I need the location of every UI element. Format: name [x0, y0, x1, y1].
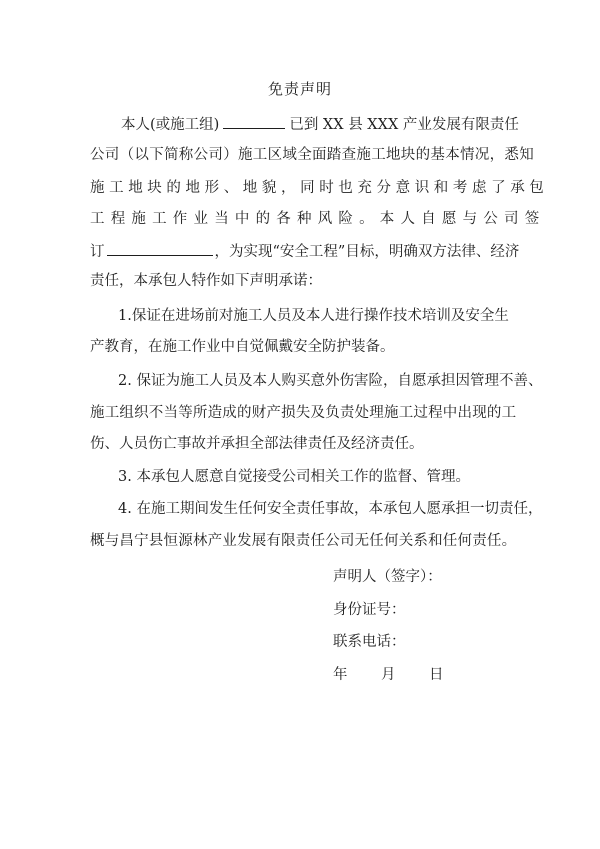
date-line: [333, 665, 444, 685]
document-title: 免责声明: [267, 80, 332, 98]
item2-line2: 施工组织不当等所造成的财产损失及负责处理施工过程中出现的工: [90, 405, 517, 421]
phone-number-label: 联系电话：: [333, 634, 406, 650]
item2-line3: 伤、人员伤亡事故并承担全部法律责任及经济责任。: [90, 436, 424, 452]
para1-line1-end: 已到 XX 县 XXX 产业发展有限责任: [289, 117, 519, 133]
date-month: 月: [381, 667, 396, 683]
para1-line1-start: 本人(或施工组): [121, 117, 220, 133]
para1-line6: 责任，本承包人特作如下声明承诺：: [90, 273, 322, 289]
para1-line3: 施工地块的地形、地貌，同时也充分意识和考虑了承包: [90, 180, 549, 196]
date-day: 日: [429, 667, 444, 683]
para1-line2: 公司（以下简称公司）施工区域全面踏查施工地块的基本情况，悉知: [90, 147, 534, 163]
item1-line2: 产教育，在施工作业中自觉佩戴安全防护装备。: [90, 339, 395, 355]
item4-line1: 4. 在施工期间发生任何安全责任事故，本承包人愿承担一切责任，: [118, 501, 543, 517]
item4-line2: 概与昌宁县恒源林产业发展有限责任公司无任何关系和任何责任。: [90, 533, 517, 549]
contractor-name-blank: [223, 113, 285, 129]
item3-line1: 3. 本承包人愿意自觉接受公司相关工作的监督、管理。: [118, 469, 470, 485]
para1-line1: [121, 113, 519, 135]
date-year: 年: [333, 667, 348, 683]
para1-line4: 工程施工作业当中的各种风险。本人自愿与公司签: [90, 211, 546, 227]
para1-line5-start: 订: [90, 244, 105, 260]
id-number-label: 身份证号：: [333, 602, 406, 618]
para1-line5-end: ，为实现“安全工程”目标，明确双方法律、经济: [214, 244, 520, 260]
agreement-name-blank: [107, 240, 213, 256]
para1-line5: [90, 240, 519, 262]
item2-line1: 2. 保证为施工人员及本人购买意外伤害险，自愿承担因管理不善、: [118, 373, 543, 389]
declarant-signature-label: 声明人（签字）：: [333, 569, 442, 585]
item1-line1: 1.保证在进场前对施工人员及本人进行操作技术培训及安全生: [118, 308, 509, 324]
